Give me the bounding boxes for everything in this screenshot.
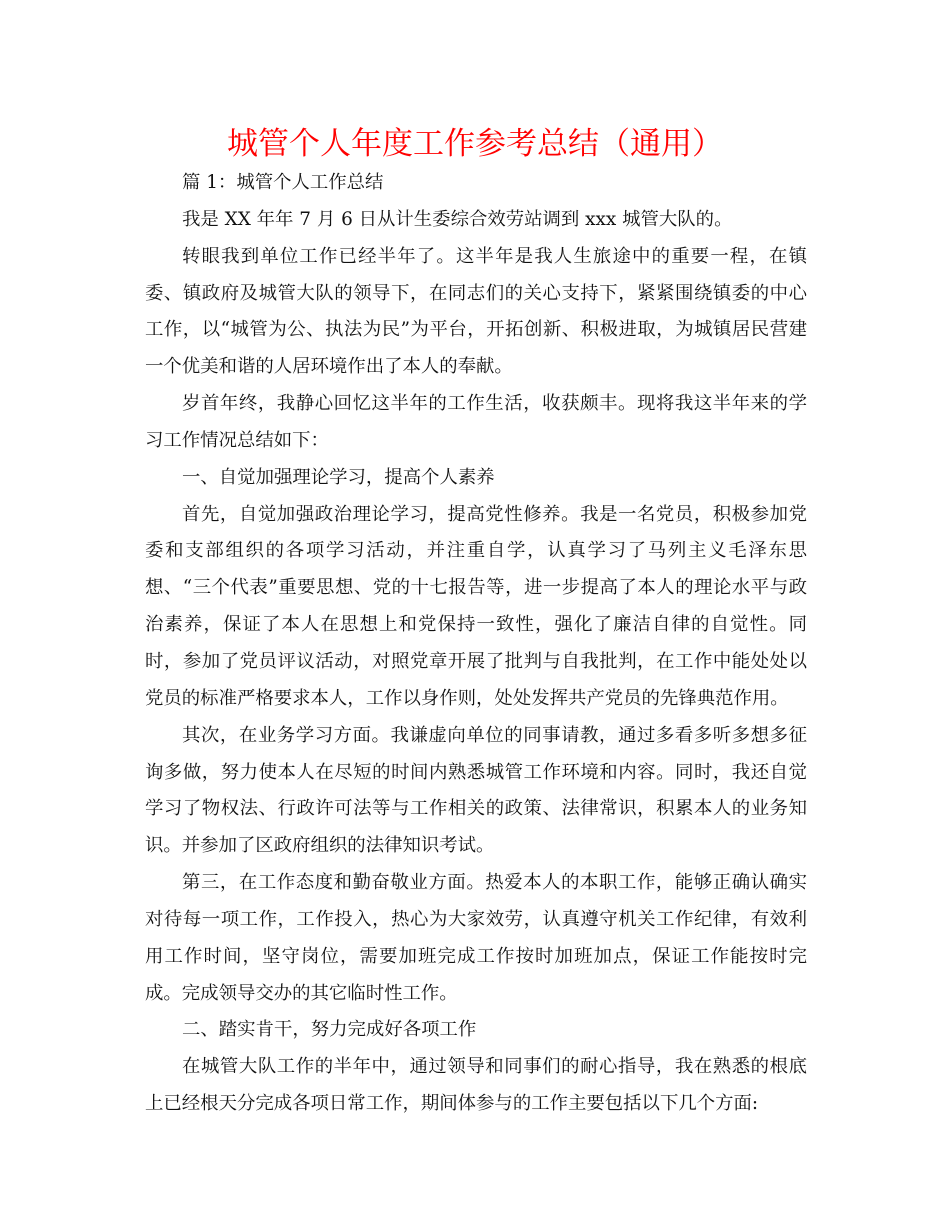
body-paragraph: 首先，自觉加强政治理论学习，提高党性修养。我是一名党员，积极参加党委和支部组织的各项学习活动，并注重自学，认真学习了马列主义毛泽东思想、“三个代表”重要思想、党的十七报告等，进一步提高了本人的理论水平与政治素养，保证了本人在思想上和党保持一致性，强化了廉洁自律的自觉性。同时，参加了党员评议活动，对照党章开展了批判与自我批判，在工作中能处处以党员的标准严格要求本人，工作以身作则，处处发挥共产党员的先锋典范作用。 bbox=[145, 503, 807, 709]
body-paragraph: 其次，在业务学习方面。我谦虚向单位的同事请教，通过多看多听多想多征询多做，努力使本人在尽短的时间内熟悉城管工作环境和内容。同时，我还自觉学习了物权法、行政许可法等与工作相关的政策、法律常识，积累本人的业务知识。并参加了区政府组织的法律知识考试。 bbox=[145, 724, 807, 857]
document-body bbox=[145, 165, 807, 1123]
body-paragraph: 我是 XX 年年 7 月 6 日从计生委综合效劳站调到 xxx 城管大队的。 bbox=[182, 208, 733, 230]
section-heading: 一、自觉加强理论学习，提高个人素养 bbox=[182, 466, 495, 488]
body-paragraph: 在城管大队工作的半年中，通过领导和同事们的耐心指导，我在熟悉的根底上已经根天分完成各项日常工作，期间体参与的工作主要包括以下几个方面: bbox=[145, 1056, 807, 1115]
page-title: 城管个人年度工作参考总结（通用） bbox=[227, 126, 723, 162]
section-heading: 二、踏实肯干，努力完成好各项工作 bbox=[182, 1019, 477, 1041]
body-paragraph: 第三，在工作态度和勤奋敬业方面。热爱本人的本职工作，能够正确认确实对待每一项工作，工作投入，热心为大家效劳，认真遵守机关工作纪律，有效利用工作时间，坚守岗位，需要加班完成工作按时加班加点，保证工作能按时完成。完成领导交办的其它临时性工作。 bbox=[145, 872, 807, 1004]
body-paragraph: 岁首年终，我静心回忆这半年的工作生活，收获颇丰。现将我这半年来的学习工作情况总结如下： bbox=[145, 393, 807, 451]
section-heading: 篇 1：城管个人工作总结 bbox=[182, 172, 384, 193]
body-paragraph: 转眼我到单位工作已经半年了。这半年是我人生旅途中的重要一程，在镇委、镇政府及城管大队的领导下，在同志们的关心支持下，紧紧围绕镇委的中心工作，以“城管为公、执法为民”为平台，开拓创新、积极进取，为城镇居民营建一个优美和谐的人居环境作出了本人的奉献。 bbox=[145, 245, 807, 378]
